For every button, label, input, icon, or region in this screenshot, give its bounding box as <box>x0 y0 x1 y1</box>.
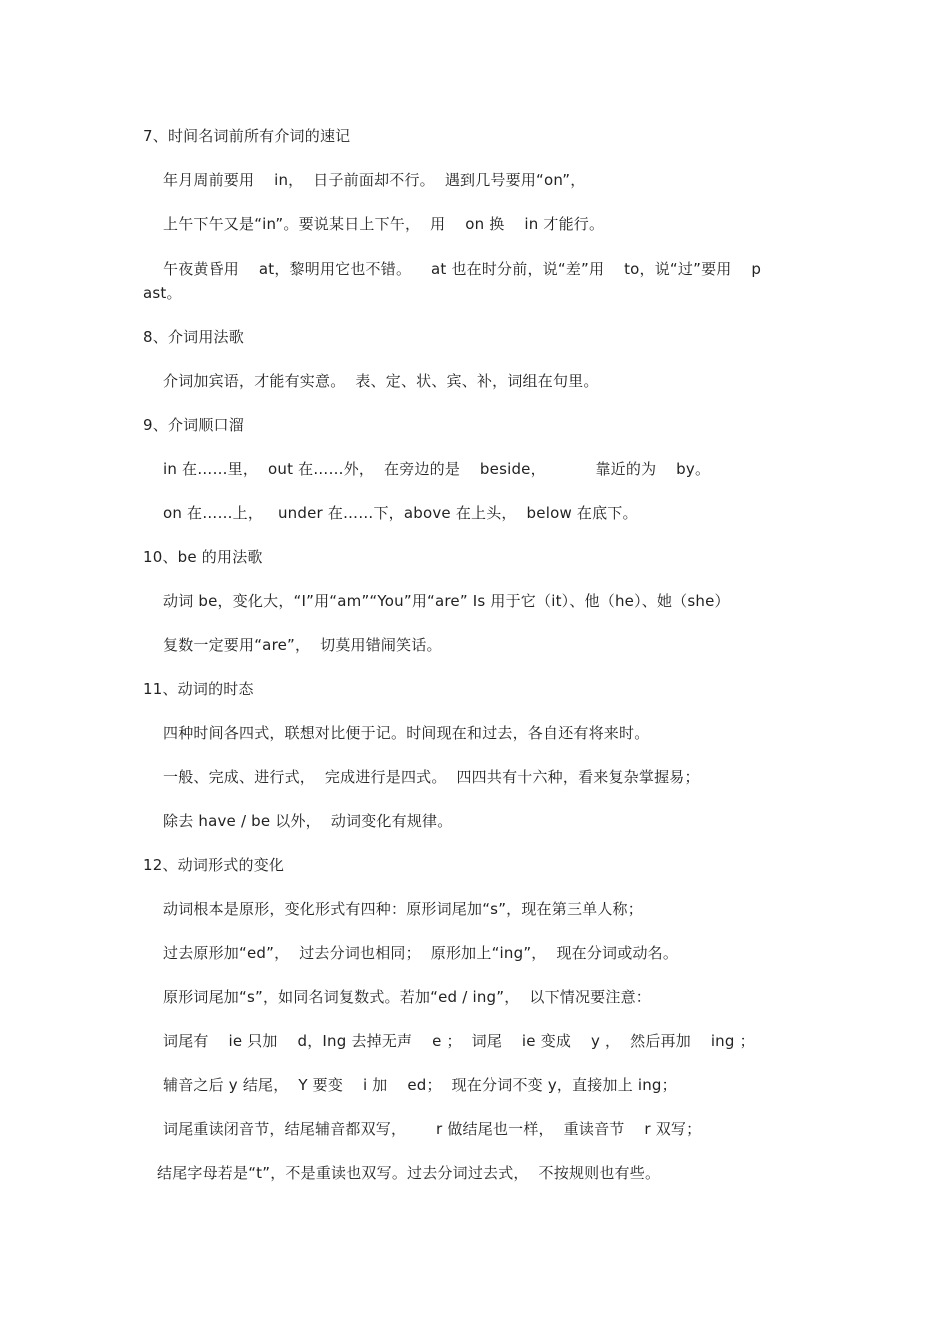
paragraph-line: on 在……上， under 在……下，above 在上头， below 在底下。 <box>163 504 638 522</box>
section-heading: 12、动词形式的变化 <box>143 856 285 874</box>
paragraph-line: 四种时间各四式，联想对比便于记。时间现在和过去，各自还有将来时。 <box>163 724 650 742</box>
section-heading: 8、介词用法歌 <box>143 328 244 346</box>
paragraph-line: 词尾有 ie 只加 d，Ing 去掉无声 e ； 词尾 ie 变成 y ， 然后再加 ing ； <box>163 1032 755 1050</box>
section-heading: 9、介词顺口溜 <box>143 416 244 434</box>
paragraph-line: 年月周前要用 in， 日子前面却不行。 遇到几号要用“on”， <box>163 171 586 189</box>
paragraph-line: 一般、完成、进行式， 完成进行是四式。 四四共有十六种，看来复杂掌握易； <box>163 768 700 786</box>
paragraph-line: 词尾重读闭音节，结尾辅音都双写， r 做结尾也一样， 重读音节 r 双写； <box>163 1120 702 1138</box>
paragraph-line: 过去原形加“ed”， 过去分词也相同； 原形加上“ing”， 现在分词或动名。 <box>163 944 679 962</box>
paragraph-line: 结尾字母若是“t”，不是重读也双写。过去分词过去式， 不按规则也有些。 <box>157 1164 661 1182</box>
paragraph-line: 介词加宾语，才能有实意。 表、定、状、宾、补，词组在句里。 <box>163 372 599 390</box>
section-heading: 10、be 的用法歌 <box>143 548 263 566</box>
paragraph-line: in 在……里， out 在……外， 在旁边的是 beside， 靠近的为 by。 <box>163 460 711 478</box>
paragraph-line: 除去 have / be 以外， 动词变化有规律。 <box>163 812 453 830</box>
paragraph-line: 辅音之后 y 结尾， Y 要变 i 加 ed； 现在分词不变 y，直接加上 ing； <box>163 1076 677 1094</box>
paragraph-line: 原形词尾加“s”，如同名词复数式。若加“ed / ing”， 以下情况要注意： <box>163 988 651 1006</box>
paragraph-line: 动词 be，变化大，“I”用“am”“You”用“are” Is 用于它（it）、他（he）、她（she） <box>163 592 730 610</box>
paragraph-line: ast。 <box>143 284 182 302</box>
paragraph-line: 上午下午又是“in”。要说某日上下午， 用 on 换 in 才能行。 <box>163 215 605 233</box>
section-heading: 11、动词的时态 <box>143 680 254 698</box>
paragraph-line: 动词根本是原形，变化形式有四种：原形词尾加“s”，现在第三单人称； <box>163 900 643 918</box>
paragraph-line: 午夜黄昏用 at，黎明用它也不错。 at 也在时分前，说“差”用 to，说“过”要用 p <box>163 260 762 278</box>
section-heading: 7、时间名词前所有介词的速记 <box>143 127 351 145</box>
paragraph-line: 复数一定要用“are”， 切莫用错闹笑话。 <box>163 636 442 654</box>
